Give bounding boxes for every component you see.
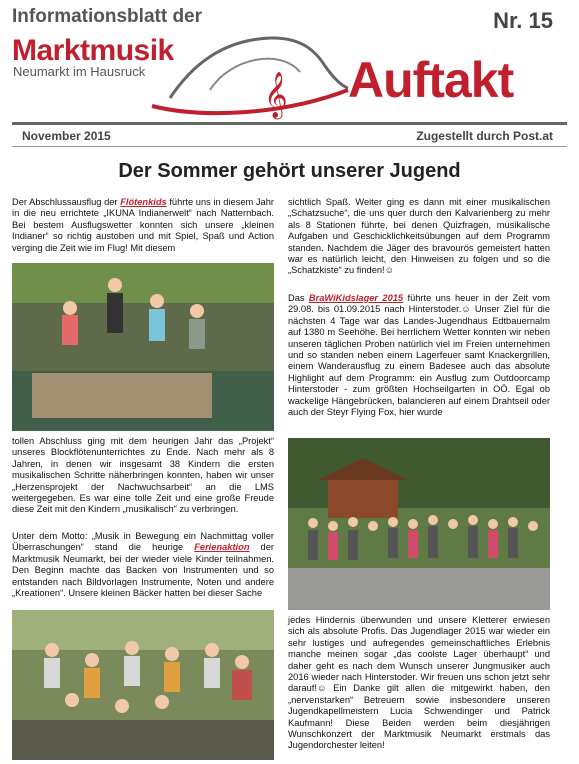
paragraph-ferienaktion: Unter dem Motto: „Musik in Bewegung ein Nachmittag voller Überraschungen“ stand die heurige Ferienaktion der Marktmusik Neumarkt, bei der wieder viele Kinder teilnahmen. Den Beginn machte das Backen von Instrumenten und so entstanden nach Bildvorlagen Instrumente, Noten und andere „Kreationen“. Unsere kleinen Bäcker hatten bei dieser Sache xyxy=(12,531,274,599)
delivery-note: Zugestellt durch Post.at xyxy=(416,129,553,143)
svg-text:𝄞: 𝄞 xyxy=(264,72,288,118)
photo-jugendlager xyxy=(288,438,550,610)
paragraph-kidslager: Das BraWiKidslager 2015 führte uns heuer in der Zeit vom 29.08. bis 01.09.2015 nach Hinterstoder.☺ Unser Ziel für die nächsten 4 Tage war das Landes-Jugendhaus Edtbauernalm auf 1380 m Seehöhe. Bei herrlichem Wetter konnten wir neben unseren täglichen Proben natürlich viel im Freien unternehmen und so standen neben einem Lagerfeuer samt Knackergrillen, einem Wanderausflug zu einem Badesee auch das absolute Highlight auf dem Programm: ein Ausflug zum Outdoorcamp Hinterstoder - zum größten Hochseilgarten in OÖ. Egal ob wackelige Hängebrücken, balancieren auf einem Drahtseil oder auch der Steyr Flying Fox, hier wurde xyxy=(288,293,550,418)
article-headline: Der Sommer gehört unserer Jugend xyxy=(118,160,461,182)
paragraph-jugendlager: jedes Hindernis überwunden und unsere Kletterer erwiesen sich als absolute Profis. Das Jugendlager 2015 war wieder ein sehr lustiges und aufregendes gemeinschaftliches Erlebnis manche meinen sogar „das coolste Lager überhaupt“ und daher geht es nach dem Wunsch unserer Jungmusiker auch 2016 wieder nach Hinterstoder. Wir freuen uns schon jetzt sehr darauf!☺ Ein Danke gilt allen die mitgewirkt haben, den „nervenstarken“ Betreuern sowie insbesondere unseren Jugendkapellmeistern Lucia Schwendinger und Patrick Kaufmann! Diese Beiden werden beim diesjährigen Wunschkonzert der Marktmusik Neumarkt erstmals das Jugendorchester leiten! xyxy=(288,615,550,751)
photo-floetenkids xyxy=(12,263,274,431)
newsletter-label: Informationsblatt der xyxy=(12,6,203,27)
header-divider xyxy=(12,122,567,125)
newsletter-title: Auftakt xyxy=(348,52,514,108)
issue-date: November 2015 xyxy=(22,129,111,143)
brand-name: Marktmusik xyxy=(12,34,174,67)
paragraph-project: tollen Abschluss ging mit dem heurigen Jahr das „Projekt“ unseres Blockflötenunterrichtes zu Ende. Nach mehr als 8 Jahren, in denen wir insgesamt 38 Kindern die ersten musikalischen Schritte näherbringen konnten, haben wir unser „Herzensprojekt der Nachwuchsarbeit“ an die LMS weitergegeben. Es war eine tolle Zeit und eine große Freude diese Zeit mit den Kindern „musikalisch“ zu verbringen. xyxy=(12,436,274,515)
brand-subtitle: Neumarkt im Hausruck xyxy=(13,64,146,79)
photo-ferienaktion xyxy=(12,610,274,760)
meta-divider xyxy=(12,146,567,147)
hat-logo-icon xyxy=(150,28,350,120)
issue-number: Nr. 15 xyxy=(493,8,553,33)
paragraph-schatzsuche: sichtlich Spaß. Weiter ging es dann mit einer musikalischen „Schatzsuche“, die uns quer durch den Kalvarienberg zu mehr als 8 Stationen führte, bei denen Quizfragen, musikalische Aufgaben und Geschicklichkeitsübungen auf dem Programm standen. Nachdem die Jäger des bravourös gemeistert hatten war es natürlich leicht, den Hinweisen zu folgen und so die „Schatzkiste“ zu finden!☺ xyxy=(288,197,550,276)
paragraph-floetenkids: Der Abschlussausflug der Flötenkids führte uns in diesem Jahr in die neu errichtete „IKUNA Indianerwelt“ nach Natternbach. Bei bestem Ausflugswetter konnten sich unsere „kleinen Indianer“ so richtig austoben und mit Spiel, Spaß und Action verging die Zeit wie im Flug! Mit diesem xyxy=(12,197,274,253)
